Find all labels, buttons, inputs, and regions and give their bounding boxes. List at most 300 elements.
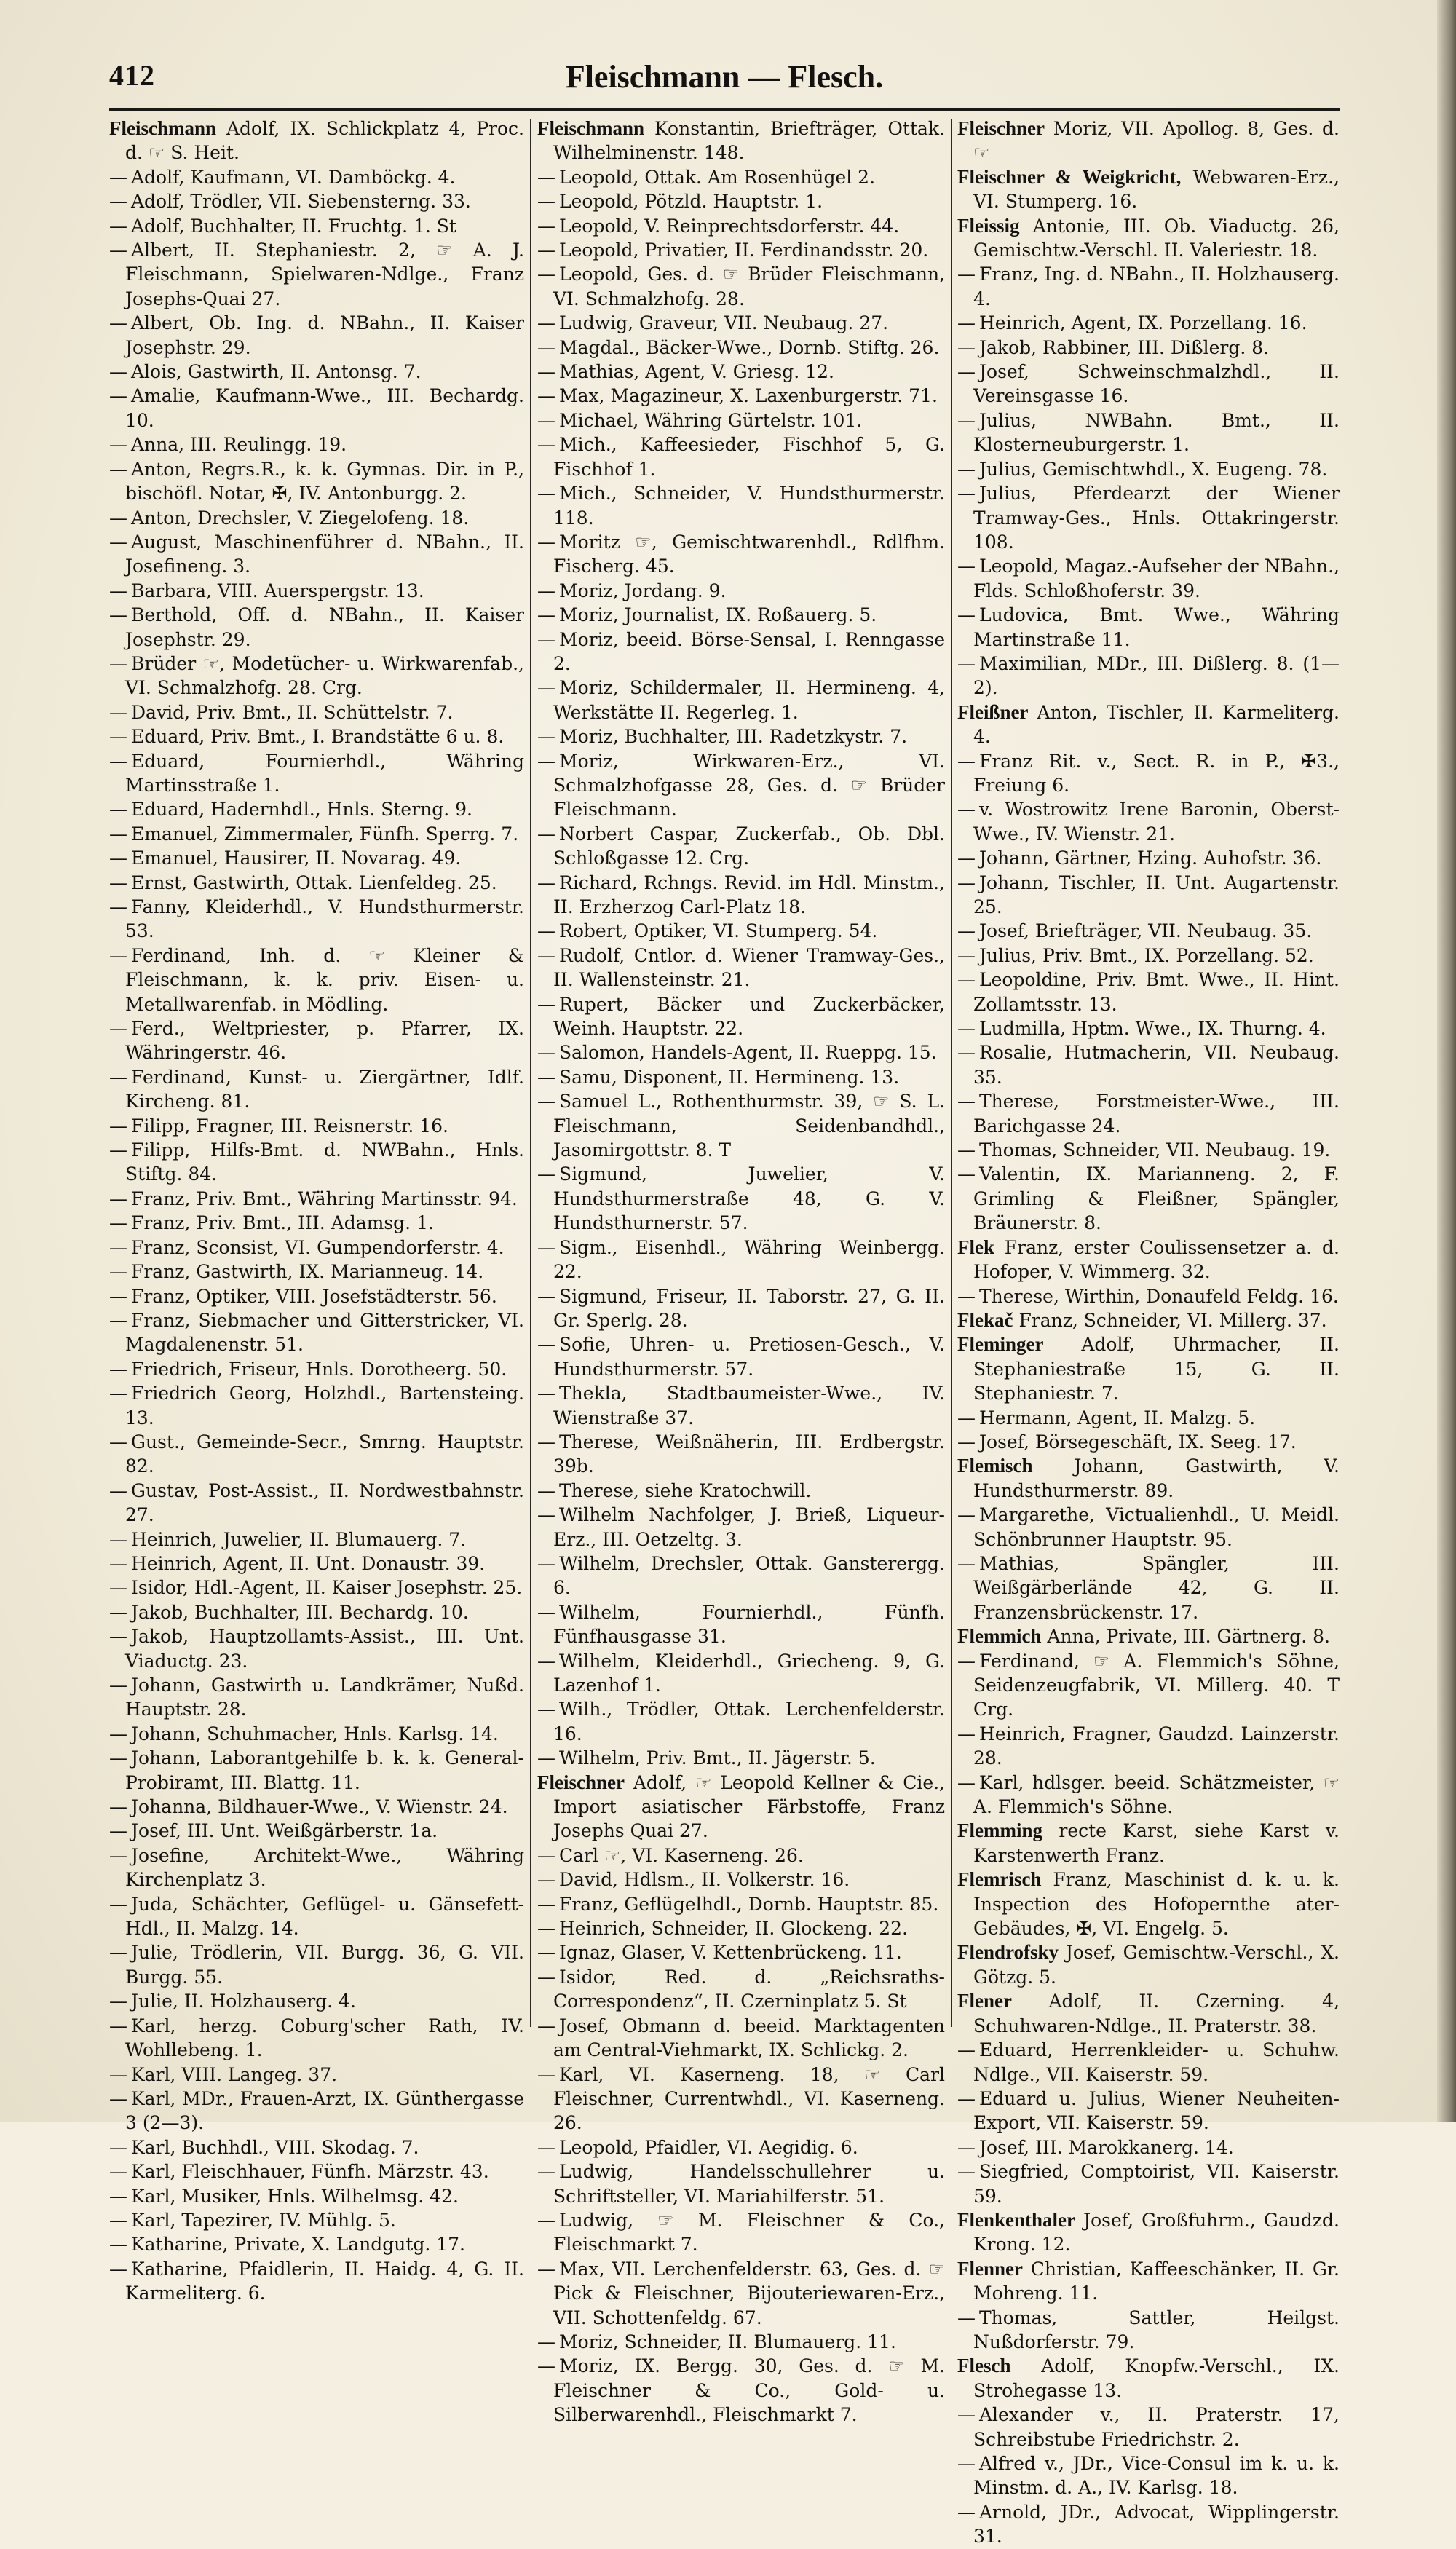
- entry-text: Anton, Drechsler, V. Ziegelofeng. 18.: [131, 507, 470, 529]
- entry-dash: —: [109, 1285, 127, 1307]
- directory-entry: [537, 189, 945, 213]
- directory-entry: [957, 1016, 1340, 1040]
- directory-entry: [109, 1016, 524, 1065]
- entry-dash: —: [957, 1091, 976, 1113]
- entry-text: Arnold, JDr., Advocat, Wipplingerstr. 31.: [973, 2501, 1340, 2548]
- entry-text: Samu, Disponent, II. Hermineng. 13.: [559, 1066, 900, 1088]
- directory-entry: [957, 871, 1340, 920]
- entry-dash: —: [537, 1942, 555, 1964]
- entry-dash: —: [537, 1479, 555, 1501]
- entry-dash: —: [109, 507, 127, 529]
- entry-text: Wilhelm, Kleiderhdl., Griecheng. 9, G. Lazenhof 1.: [553, 1650, 945, 1696]
- entry-dash: —: [537, 1918, 555, 1940]
- entry-text: recte Karst, siehe Karst v. Karstenwerth Franz.: [973, 1820, 1340, 1866]
- entry-surname: Flener: [957, 1990, 1012, 2012]
- entry-text: Leopold, Pfaidler, VI. Aegidig. 6.: [559, 2136, 858, 2158]
- entry-dash: —: [957, 920, 976, 942]
- directory-entry-head: [957, 1308, 1340, 1332]
- directory-entry: [537, 676, 945, 724]
- entry-dash: —: [537, 750, 555, 772]
- entry-text: Adolf, II. Czerning. 4, Schuhwaren-Ndlge., II. Praterstr. 38.: [973, 1991, 1340, 2036]
- entry-text: Therese, Weißnäherin, III. Erdbergstr. 39b.: [553, 1431, 945, 1477]
- entry-text: Max, VII. Lerchenfelderstr. 63, Ges. d. ☞ Pick & Fleischner, Bijouteriewaren-Erz., VII. Schottenfeldg. 67.: [553, 2258, 945, 2328]
- entry-surname: Fleissig: [957, 214, 1020, 237]
- directory-entry: [957, 797, 1340, 846]
- entry-surname: Fleischner: [537, 1771, 625, 1793]
- entry-text: Magdal., Bäcker-Wwe., Dornb. Stiftg. 26.: [559, 336, 940, 358]
- entry-dash: —: [537, 409, 555, 431]
- entry-dash: —: [109, 531, 127, 553]
- directory-entry: [957, 2306, 1340, 2355]
- entry-text: Eduard, Herrenkleider- u. Schuhw. Ndlge., VII. Kaiserstr. 59.: [973, 2039, 1340, 2085]
- entry-text: Moriz, Schildermaler, II. Hermineng. 4, Werkstätte II. Regerleg. 1.: [553, 677, 945, 723]
- entry-text: Adolf, Kaufmann, VI. Damböckg. 4.: [131, 166, 456, 188]
- entry-text: Franz, erster Coulissensetzer a. d. Hofoper, V. Wimmerg. 32.: [973, 1236, 1340, 1283]
- directory-entry-head: [957, 2208, 1340, 2257]
- directory-entry: [537, 214, 945, 238]
- entry-dash: —: [537, 2331, 555, 2352]
- entry-dash: —: [537, 1285, 555, 1307]
- directory-entry: [537, 2354, 945, 2427]
- directory-entry: [537, 919, 945, 943]
- entry-text: Josefine, Architekt-Wwe., Währing Kirchenplatz 3.: [125, 1844, 524, 1891]
- entry-text: Mich., Kaffeesieder, Fischhof 5, G. Fischhof 1.: [553, 434, 945, 480]
- entry-text: Leopold, Pötzld. Hauptstr. 1.: [559, 191, 823, 213]
- directory-entry: [957, 457, 1340, 481]
- directory-entry: [109, 432, 524, 457]
- entry-dash: —: [109, 604, 127, 626]
- entry-dash: —: [109, 1796, 127, 1818]
- directory-entry: [109, 1114, 524, 1138]
- entry-text: Karl, Buchhdl., VIII. Skodag. 7.: [131, 2136, 419, 2158]
- entry-text: Moriz, Wirkwaren-Erz., VI. Schmalzhofgasse 28, Ges. d. ☞ Brüder Fleischmann.: [553, 750, 945, 821]
- directory-entry: [537, 1965, 945, 2014]
- directory-entry: [109, 895, 524, 944]
- directory-entry: [109, 1138, 524, 1187]
- directory-entry: [537, 1430, 945, 1479]
- entry-dash: —: [109, 823, 127, 845]
- directory-entry: [537, 1479, 945, 1503]
- entry-text: Eduard, Priv. Bmt., I. Brandstätte 6 u. 8.: [131, 726, 505, 748]
- directory-entry: [537, 408, 945, 432]
- entry-dash: —: [957, 264, 976, 285]
- column-2: [537, 116, 946, 2426]
- entry-text: Jakob, Hauptzollamts-Assist., III. Unt. Viaductg. 23.: [125, 1626, 524, 1672]
- entry-dash: —: [537, 385, 555, 407]
- entry-dash: —: [109, 2258, 127, 2280]
- column-1: [109, 116, 524, 2304]
- entry-dash: —: [957, 1650, 976, 1672]
- entry-dash: —: [957, 944, 976, 966]
- directory-entry: [109, 2257, 524, 2306]
- directory-entry: [957, 1649, 1340, 1722]
- entry-text: Max, Magazineur, X. Laxenburgerstr. 71.: [559, 385, 938, 407]
- entry-text: Amalie, Kaufmann-Wwe., III. Bechardg. 10.: [125, 385, 524, 431]
- entry-text: Isidor, Red. d. „Reichsraths-Correspondenz“, II. Czerninplatz 5. St: [553, 1966, 945, 2012]
- directory-entry: [537, 1552, 945, 1600]
- entry-dash: —: [109, 1893, 127, 1915]
- directory-entry: [537, 749, 945, 822]
- entry-text: Johann, Tischler, II. Unt. Augartenstr. 25.: [973, 872, 1340, 917]
- entry-dash: —: [537, 2136, 555, 2158]
- directory-entry: [109, 1065, 524, 1114]
- directory-entry: [109, 724, 524, 748]
- entry-dash: —: [957, 2307, 976, 2328]
- entry-text: Albert, II. Stephaniestr. 2, ☞ A. J. Fleischmann, Spielwaren-Ndlge., Franz Josephs-Quai 27.: [125, 240, 524, 309]
- page-header: [109, 58, 1340, 109]
- entry-text: Ferdinand, Inh. d. ☞ Kleiner & Fleischmann, k. k. priv. Eisen- u. Metallwarenfab. in Mödling.: [125, 944, 524, 1015]
- directory-entry: [957, 481, 1340, 554]
- entry-text: Leopold, Magaz.-Aufseher der NBahn., Flds. Schloßhoferstr. 39.: [973, 556, 1340, 601]
- entry-dash: —: [957, 2501, 976, 2523]
- entry-surname: Fleischmann: [537, 117, 645, 139]
- entry-dash: —: [109, 434, 127, 456]
- directory-entry: [537, 1649, 945, 1698]
- entry-text: Adolf, IX. Schlickplatz 4, Proc. d. ☞ S. Heit.: [125, 118, 524, 164]
- entry-text: Ludwig, Handelsschullehrer u. Schriftsteller, VI. Mariahilferstr. 51.: [553, 2161, 945, 2207]
- entry-dash: —: [109, 458, 127, 480]
- entry-text: Heinrich, Agent, II. Unt. Donaustr. 39.: [131, 1552, 486, 1574]
- entry-dash: —: [957, 556, 976, 577]
- entry-dash: —: [109, 215, 127, 237]
- directory-entry: [957, 1089, 1340, 1138]
- entry-text: Moriz, Jordang. 9.: [559, 580, 727, 601]
- directory-entry: [537, 1503, 945, 1552]
- directory-entry: [109, 652, 524, 700]
- entry-dash: —: [109, 166, 127, 188]
- directory-entry: [957, 336, 1340, 360]
- entry-surname: Flemmich: [957, 1625, 1042, 1648]
- entry-text: Gustav, Post-Assist., II. Nordwestbahnstr. 27.: [125, 1479, 524, 1526]
- directory-entry: [957, 652, 1340, 700]
- entry-dash: —: [957, 1407, 976, 1428]
- directory-entry: [109, 1576, 524, 1600]
- directory-entry: [537, 481, 945, 530]
- entry-dash: —: [957, 2453, 976, 2474]
- entry-surname: Flek: [957, 1236, 994, 1258]
- entry-text: Moriz, Journalist, IX. Roßauerg. 5.: [559, 604, 877, 626]
- directory-entry: [109, 506, 524, 530]
- directory-entry: [537, 822, 945, 871]
- directory-entry: [537, 871, 945, 920]
- entry-dash: —: [109, 1212, 127, 1234]
- directory-entry: [957, 2403, 1340, 2451]
- directory-entry: [957, 1162, 1340, 1235]
- directory-entry-head: [957, 1236, 1340, 1284]
- directory-entry: [537, 1065, 945, 1089]
- entry-surname: Fleischmann: [109, 117, 217, 139]
- directory-entry: [109, 1357, 524, 1381]
- entry-dash: —: [109, 799, 127, 821]
- entry-text: Adolf, Trödler, VII. Siebensterng. 33.: [131, 191, 471, 213]
- entry-text: Josef, Großfuhrm., Gaudzd. Krong. 12.: [973, 2209, 1340, 2256]
- entry-text: August, Maschinenführer d. NBahn., II. Josefineng. 3.: [125, 531, 524, 577]
- entry-dash: —: [109, 361, 127, 383]
- entry-dash: —: [109, 1479, 127, 1501]
- entry-text: Jakob, Buchhalter, III. Bechardg. 10.: [131, 1601, 469, 1623]
- entry-text: Michael, Währing Gürtelstr. 101.: [559, 409, 863, 431]
- entry-dash: —: [537, 312, 555, 334]
- entry-dash: —: [537, 1091, 555, 1113]
- entry-text: Josef, Briefträger, VII. Neubaug. 35.: [979, 920, 1313, 942]
- directory-entry: [957, 2500, 1340, 2549]
- column-divider: [951, 119, 952, 2027]
- directory-entry-head: [957, 1454, 1340, 1503]
- entry-text: Franz, Gastwirth, IX. Marianneug. 14.: [131, 1261, 484, 1283]
- entry-text: Julius, Pferdearzt der Wiener Tramway-Ges., Hnls. Ottakringerstr. 108.: [973, 483, 1340, 553]
- entry-text: Leopold, Ges. d. ☞ Brüder Fleischmann, VI. Schmalzhofg. 28.: [553, 264, 945, 309]
- entry-dash: —: [537, 1236, 555, 1258]
- entry-dash: —: [957, 1552, 976, 1574]
- entry-text: Robert, Optiker, VI. Stumperg. 54.: [559, 920, 878, 942]
- entry-dash: —: [109, 2161, 127, 2183]
- running-title: Fleischmann — Flesch.: [565, 59, 884, 95]
- directory-entry: [109, 1892, 524, 1941]
- entry-text: Moritz ☞, Gemischtwarenhdl., Rdlfhm. Fischerg. 45.: [553, 531, 945, 577]
- entry-text: Antonie, III. Ob. Viaductg. 26, Gemischtw.-Verschl. II. Valeriestr. 18.: [973, 215, 1340, 261]
- directory-entry: [109, 1211, 524, 1235]
- directory-entry: [109, 1260, 524, 1284]
- entry-text: Franz, Sconsist, VI. Gumpendorferstr. 4.: [131, 1236, 505, 1258]
- entry-text: Samuel L., Rothenthurmstr. 39, ☞ S. L. Fleischmann, Seidenbandhdl., Jasomirgottstr. 8. T: [553, 1091, 945, 1161]
- directory-columns: [109, 116, 1340, 2548]
- entry-dash: —: [957, 2039, 976, 2061]
- entry-dash: —: [537, 1844, 555, 1866]
- entry-text: Adolf, Knopfw.-Verschl., IX. Strohegasse 13.: [973, 2355, 1340, 2401]
- entry-text: Franz Rit. v., Sect. R. in P., ✠3., Freiung 6.: [973, 750, 1340, 796]
- directory-entry: [957, 2038, 1340, 2087]
- entry-dash: —: [109, 2234, 127, 2256]
- directory-entry: [109, 1236, 524, 1260]
- entry-dash: —: [957, 458, 976, 480]
- entry-dash: —: [537, 531, 555, 553]
- directory-entry-head: [537, 116, 945, 165]
- directory-entry: [957, 1552, 1340, 1624]
- entry-text: Franz, Priv. Bmt., Währing Martinsstr. 94.: [131, 1187, 518, 1209]
- entry-dash: —: [957, 1771, 976, 1793]
- entry-dash: —: [109, 726, 127, 748]
- entry-text: Richard, Rchngs. Revid. im Hdl. Minstm., II. Erzherzog Carl-Platz 18.: [553, 872, 945, 917]
- entry-dash: —: [537, 1066, 555, 1088]
- entry-dash: —: [109, 1358, 127, 1380]
- directory-entry: [537, 1843, 945, 1868]
- directory-entry-head: [957, 700, 1340, 749]
- entry-text: Ignaz, Glaser, V. Kettenbrückeng. 11.: [559, 1942, 902, 1964]
- entry-text: Anna, III. Reulingg. 19.: [131, 434, 347, 456]
- entry-text: Alexander v., II. Praterstr. 17, Schreibstube Friedrichstr. 2.: [973, 2404, 1340, 2450]
- entry-text: Johann, Laborantgehilfe b. k. k. General-Probiramt, III. Blattg. 11.: [125, 1747, 524, 1793]
- directory-entry: [109, 579, 524, 603]
- directory-entry: [537, 1284, 945, 1333]
- entry-text: Leopold, Ottak. Am Rosenhügel 2.: [559, 166, 876, 188]
- entry-text: Rosalie, Hutmacherin, VII. Neubaug. 35.: [973, 1042, 1340, 1088]
- directory-entry: [957, 2135, 1340, 2159]
- directory-entry: [109, 1673, 524, 1722]
- entry-text: Leopoldine, Priv. Bmt. Wwe., II. Hint. Zollamtsstr. 13.: [973, 969, 1340, 1015]
- entry-text: Carl ☞, VI. Kaserneng. 26.: [559, 1844, 804, 1866]
- entry-dash: —: [109, 1261, 127, 1283]
- directory-entry: [957, 2159, 1340, 2208]
- entry-text: Karl, hdlsger. beeid. Schätzmeister, ☞ A. Flemmich's Söhne.: [973, 1771, 1340, 1818]
- directory-entry: [109, 2159, 524, 2184]
- directory-entry: [109, 1600, 524, 1624]
- entry-text: Webwaren-Erz., VI. Stumperg. 16.: [973, 166, 1340, 213]
- directory-entry: [109, 360, 524, 384]
- entry-dash: —: [537, 993, 555, 1015]
- directory-entry: [957, 2451, 1340, 2500]
- entry-dash: —: [109, 1577, 127, 1599]
- directory-entry-head: [957, 165, 1340, 214]
- directory-entry: [957, 944, 1340, 968]
- entry-dash: —: [537, 1966, 555, 1988]
- entry-text: Therese, siehe Kratochwill.: [559, 1479, 812, 1501]
- directory-entry: [957, 554, 1340, 603]
- entry-dash: —: [537, 1163, 555, 1185]
- entry-text: Moriz, beeid. Börse-Sensal, I. Renngasse 2.: [553, 628, 945, 674]
- entry-text: Berthold, Off. d. NBahn., II. Kaiser Josephstr. 29.: [125, 604, 524, 650]
- entry-text: Gust., Gemeinde-Secr., Smrng. Hauptstr. 82.: [125, 1431, 524, 1477]
- entry-text: David, Hdlsm., II. Volkerstr. 16.: [559, 1869, 850, 1891]
- entry-text: Wilh., Trödler, Ottak. Lerchenfelderstr. 16.: [553, 1699, 945, 1744]
- scan-edge: [1437, 0, 1456, 2122]
- column-3: [957, 116, 1340, 2548]
- entry-text: Adolf, Buchhalter, II. Fruchtg. 1. St: [131, 215, 456, 237]
- entry-text: Rudolf, Cntlor. d. Wiener Tramway-Ges., II. Wallensteinstr. 21.: [553, 944, 945, 991]
- entry-dash: —: [957, 409, 976, 431]
- directory-entry: [109, 457, 524, 506]
- entry-text: Sigmund, Juwelier, V. Hundsthurmerstraße 48, G. V. Hundsthurnerstr. 57.: [553, 1163, 945, 1234]
- directory-entry-head: [957, 1332, 1340, 1405]
- entry-dash: —: [537, 215, 555, 237]
- directory-entry-head: [957, 116, 1340, 165]
- entry-dash: —: [957, 1723, 976, 1744]
- directory-entry: [109, 530, 524, 579]
- page-number: 412: [109, 59, 155, 92]
- entry-dash: —: [109, 2209, 127, 2231]
- directory-entry: [957, 919, 1340, 943]
- directory-entry-head: [957, 214, 1340, 263]
- directory-entry: [957, 1284, 1340, 1308]
- directory-entry: [537, 311, 945, 335]
- entry-text: David, Priv. Bmt., II. Schüttelstr. 7.: [131, 701, 454, 723]
- directory-entry-head: [957, 1624, 1340, 1648]
- directory-entry: [537, 530, 945, 579]
- directory-entry: [537, 2208, 945, 2257]
- entry-dash: —: [109, 2136, 127, 2158]
- directory-entry: [957, 1138, 1340, 1162]
- directory-entry: [109, 1722, 524, 1746]
- entry-text: Ferdinand, Kunst- u. Ziergärtner, Idlf. Kircheng. 81.: [125, 1066, 524, 1113]
- entry-text: Julius, Gemischtwhdl., X. Eugeng. 78.: [979, 458, 1328, 480]
- directory-entry-head: [957, 2354, 1340, 2403]
- entry-dash: —: [537, 264, 555, 285]
- entry-text: Julie, Trödlerin, VII. Burgg. 36, G. VII. Burgg. 55.: [125, 1942, 524, 1988]
- entry-text: Sigmund, Friseur, II. Taborstr. 27, G. II. Gr. Sperlg. 28.: [553, 1285, 945, 1331]
- entry-dash: —: [537, 1431, 555, 1453]
- entry-text: Franz, Optiker, VIII. Josefstädterstr. 56.: [131, 1285, 497, 1307]
- entry-text: Isidor, Hdl.-Agent, II. Kaiser Josephstr. 25.: [131, 1577, 523, 1599]
- entry-text: Heinrich, Schneider, II. Glockeng. 22.: [559, 1918, 909, 1940]
- directory-entry: [957, 2087, 1340, 2135]
- directory-entry: [109, 1479, 524, 1528]
- entry-text: Sigm., Eisenhdl., Währing Weinbergg. 22.: [553, 1236, 945, 1283]
- entry-dash: —: [109, 1383, 127, 1404]
- entry-text: Leopold, Privatier, II. Ferdinandsstr. 20.: [559, 240, 929, 261]
- entry-text: Rupert, Bäcker und Zuckerbäcker, Weinh. Hauptstr. 22.: [553, 993, 945, 1040]
- directory-entry: [109, 846, 524, 870]
- directory-entry: [109, 1819, 524, 1843]
- directory-entry-head: [957, 1868, 1340, 1940]
- directory-entry: [537, 628, 945, 676]
- entry-dash: —: [957, 604, 976, 626]
- entry-text: Karl, Musiker, Hnls. Wilhelmsg. 42.: [131, 2185, 459, 2207]
- directory-entry: [537, 992, 945, 1041]
- directory-entry: [957, 1040, 1340, 1089]
- entry-text: Wilhelm, Priv. Bmt., II. Jägerstr. 5.: [559, 1747, 876, 1769]
- directory-entry: [537, 1940, 945, 1964]
- entry-text: Heinrich, Fragner, Gaudzd. Lainzerstr. 28.: [973, 1723, 1340, 1769]
- entry-text: Katharine, Pfaidlerin, II. Haidg. 4, G. II. Karmeliterg. 6.: [125, 2258, 524, 2304]
- entry-dash: —: [109, 1747, 127, 1769]
- entry-text: Moriz, VII. Apollog. 8, Ges. d. ☞: [973, 118, 1340, 164]
- entry-text: Josef, Schweinschmalzhdl., II. Vereinsgasse 16.: [973, 361, 1340, 407]
- directory-entry: [957, 968, 1340, 1016]
- entry-dash: —: [537, 944, 555, 966]
- directory-entry: [109, 1989, 524, 2013]
- directory-entry: [957, 311, 1340, 335]
- directory-entry: [109, 238, 524, 311]
- entry-dash: —: [957, 2404, 976, 2426]
- entry-dash: —: [109, 240, 127, 261]
- entry-surname: Flemming: [957, 1819, 1042, 1842]
- directory-entry: [537, 579, 945, 603]
- entry-dash: —: [109, 1844, 127, 1866]
- entry-dash: —: [109, 1528, 127, 1550]
- entry-dash: —: [957, 847, 976, 869]
- directory-entry: [537, 1600, 945, 1649]
- entry-dash: —: [537, 677, 555, 699]
- directory-entry-head: [957, 1819, 1340, 1868]
- entry-text: Juda, Schächter, Geflügel- u. Gänsefett-Hdl., II. Malzg. 14.: [125, 1893, 524, 1940]
- entry-dash: —: [109, 896, 127, 917]
- directory-entry: [537, 724, 945, 748]
- entry-dash: —: [109, 1236, 127, 1258]
- entry-text: Thekla, Stadtbaumeister-Wwe., IV. Wienstraße 37.: [553, 1383, 945, 1428]
- entry-text: Siegfried, Comptoirist, VII. Kaiserstr. 59.: [973, 2161, 1340, 2207]
- entry-dash: —: [957, 2087, 976, 2109]
- entry-dash: —: [537, 604, 555, 626]
- entry-text: Johann, Gärtner, Hzing. Auhofstr. 36.: [979, 847, 1322, 869]
- entry-surname: Fleißner: [957, 700, 1029, 723]
- directory-entry: [109, 603, 524, 652]
- directory-entry: [537, 1162, 945, 1235]
- entry-text: Ferd., Weltpriester, p. Pfarrer, IX. Währingerstr. 46.: [125, 1018, 524, 1064]
- directory-entry: [109, 2184, 524, 2208]
- entry-text: Julius, Priv. Bmt., IX. Porzellang. 52.: [979, 944, 1314, 966]
- directory-entry: [537, 603, 945, 627]
- directory-entry: [957, 360, 1340, 408]
- directory-entry: [537, 1332, 945, 1381]
- directory-entry: [109, 2063, 524, 2087]
- directory-entry: [109, 1746, 524, 1795]
- entry-surname: Fleischner: [957, 117, 1045, 139]
- directory-entry: [537, 1916, 945, 1940]
- entry-dash: —: [537, 2258, 555, 2280]
- directory-entry-head: [957, 1989, 1340, 2038]
- entry-dash: —: [109, 1991, 127, 2012]
- entry-surname: Flendrofsky: [957, 1941, 1059, 1964]
- entry-dash: —: [537, 434, 555, 456]
